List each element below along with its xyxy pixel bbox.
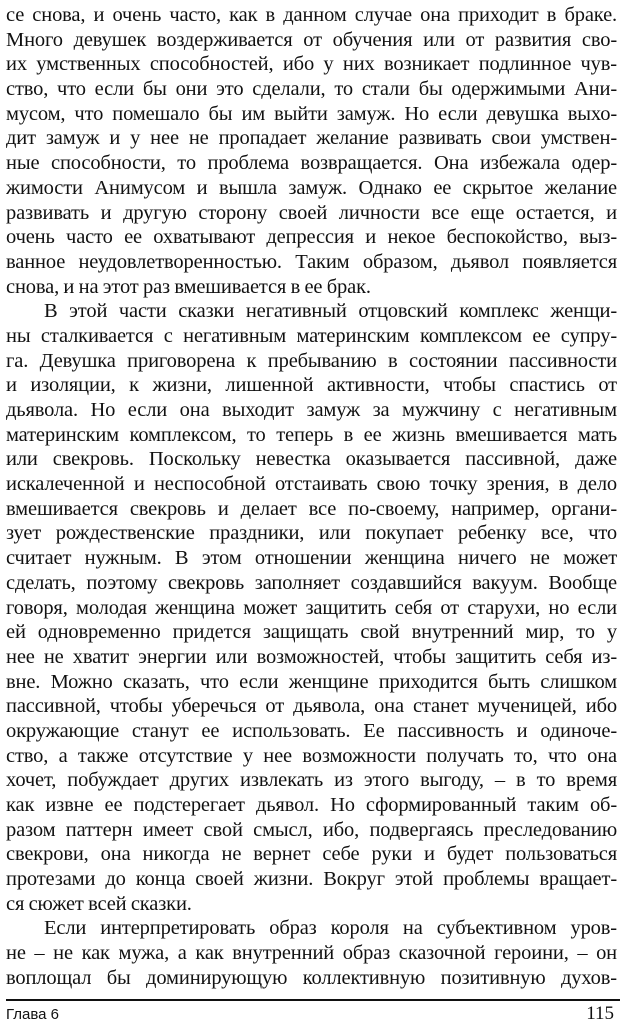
text-line: развивать и другую сторону своей личности все еще остается, и xyxy=(6,201,617,224)
text-line: свекрови, она никогда не вернет себе руки и будет пользоваться xyxy=(6,843,617,866)
paragraph-start-line: Если интерпретировать образ короля на субъективном уров- xyxy=(44,917,617,940)
text-line: как извне ее подстерегает дьявол. Но сформированный таким об- xyxy=(6,794,617,816)
text-line: и изоляции, к жизни, лишенной активности, чтобы спастись от xyxy=(6,374,617,397)
text-line: дит замуж и у нее не пропадает желание развивать свои умствен- xyxy=(6,127,617,150)
text-line: искалеченной и неспособной отстаивать свою точку зрения, в дело xyxy=(6,473,617,496)
book-page xyxy=(6,3,617,1023)
footer-divider xyxy=(6,999,620,1001)
text-line: ся сюжет всей сказки. xyxy=(6,892,192,915)
text-line: га. Девушка приговорена к пребыванию в состоянии пассивности xyxy=(6,349,617,372)
text-line: ей одновременно придется защищать свой внутренний мир, то у xyxy=(6,621,617,644)
text-line: хочет, побуждает других извлекать из этого выгоду, – в то время xyxy=(6,769,617,792)
text-line: считает нужным. В этом отношении женщина ничего не может xyxy=(6,547,617,570)
text-line: снова, и на этот раз вмешивается в ее брак. xyxy=(6,275,371,298)
text-line: вмешивается свекровь и делает все по-своему, например, органи- xyxy=(6,497,617,520)
text-line: протезами до конца своей жизни. Вокруг этой проблемы вращает- xyxy=(6,868,617,891)
text-line: говоря, молодая женщина может защитить себя от старухи, но если xyxy=(6,596,617,619)
text-line: или свекровь. Поскольку невестка оказывается пассивной, даже xyxy=(6,448,617,471)
text-line: очень часто ее охватывают депрессия и некое беспокойство, выз- xyxy=(6,226,617,249)
text-line: ные способности, то проблема возвращается. Она избежала одер- xyxy=(6,152,617,175)
text-line: материнским комплексом, то теперь в ее жизнь вмешивается мать xyxy=(6,423,617,446)
text-line: дьявола. Но если она выходит замуж за мужчину с негативным xyxy=(6,399,617,421)
running-footer-chapter: Глава 6 xyxy=(6,1006,60,1023)
text-line: ванное неудовлетворенностью. Таким образом, дьявол появляется xyxy=(6,250,617,273)
text-line: ны сталкивается с негативным материнским комплексом ее супру- xyxy=(6,324,617,347)
text-line: ство, что если бы они это сделали, то стали бы одержимыми Ани- xyxy=(6,78,617,101)
text-line: жимости Анимусом и вышла замуж. Однако ее скрытое желание xyxy=(6,176,617,199)
text-line: сделать, поэтому свекровь заполняет создавшийся вакуум. Вообще xyxy=(6,571,617,594)
body-text xyxy=(6,3,617,991)
text-line: вне. Можно сказать, что если женщине приходится быть слишком xyxy=(6,670,617,693)
paragraph-start-line: В этой части сказки негативный отцовский комплекс женщи- xyxy=(44,300,617,323)
text-line: не – не как мужа, а как внутренний образ сказочной героини, – он xyxy=(6,942,617,965)
page-number: 115 xyxy=(586,1003,614,1024)
text-line: пассивной, чтобы уберечься от дьявола, она станет мученицей, ибо xyxy=(6,695,617,718)
text-line: се снова, и очень часто, как в данном случае она приходит в браке. xyxy=(6,4,617,26)
text-line: разом паттерн имеет свой смысл, ибо, подвергаясь преследованию xyxy=(6,818,617,841)
text-line: воплощал бы доминирующую коллективную позитивную духов- xyxy=(6,966,617,989)
text-line: их умственных способностей, ибо у них возникает подлинное чув- xyxy=(6,53,617,76)
text-line: Много девушек воздерживается от обучения или от развития сво- xyxy=(6,28,617,51)
text-line: мусом, что помешало бы им выйти замуж. Но если девушка выхо- xyxy=(6,102,617,125)
text-line: зует рождественские праздники, или покупает ребенку все, что xyxy=(6,522,617,545)
text-line: окружающие станут ее использовать. Ее пассивность и одиноче- xyxy=(6,719,617,742)
text-line: ство, а также отсутствие у нее возможности получать то, что она xyxy=(6,744,617,767)
text-line: нее не хватит энергии или возможностей, чтобы защитить себя из- xyxy=(6,645,617,668)
